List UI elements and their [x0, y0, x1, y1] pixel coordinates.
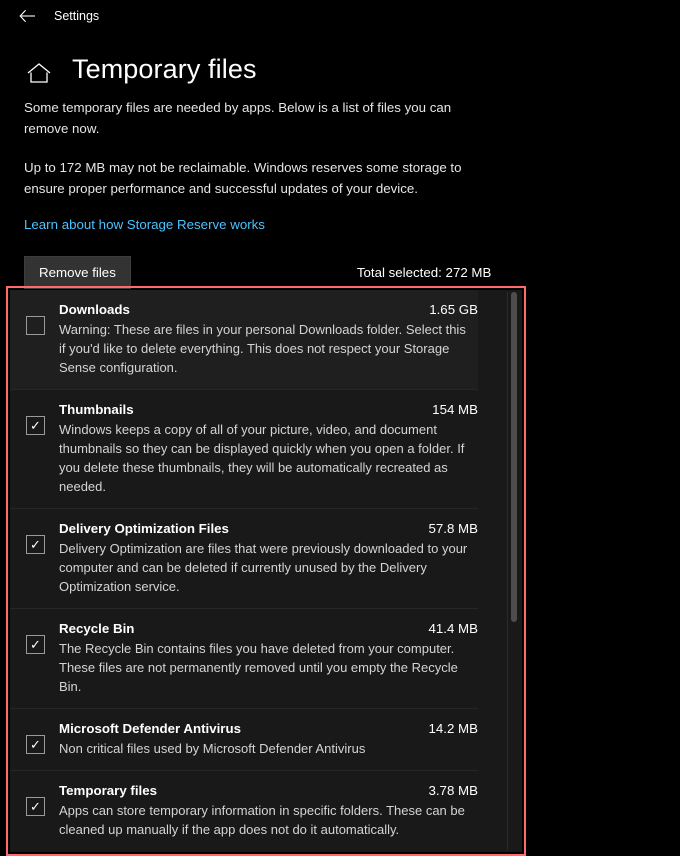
- checkmark-icon: ✓: [30, 636, 41, 652]
- file-category-body: [59, 302, 478, 377]
- file-category-row[interactable]: [10, 390, 478, 509]
- file-category-row[interactable]: [10, 771, 478, 851]
- file-category-checkbox[interactable]: [26, 316, 45, 335]
- file-category-header: [59, 783, 478, 798]
- file-category-name: Temporary files: [59, 783, 158, 798]
- storage-reserve-link[interactable]: Learn about how Storage Reserve works: [24, 217, 265, 232]
- checkmark-icon: ✓: [30, 417, 41, 433]
- total-selected-label: Total selected: 272 MB: [356, 265, 492, 280]
- file-category-name: Microsoft Defender Antivirus: [59, 721, 241, 736]
- file-category-description: Apps can store temporary information in specific folders. These can be cleaned up manually if the app does not do it automatically.: [59, 803, 465, 837]
- file-category-header: [59, 402, 478, 417]
- file-category-header: [59, 302, 478, 317]
- file-category-body: [59, 621, 478, 696]
- file-category-description: Delivery Optimization are files that were previously downloaded to your computer and can be deleted if currently unused by the Delivery Optimization service.: [59, 541, 468, 594]
- back-button[interactable]: [10, 2, 44, 30]
- file-category-size: 41.4 MB: [428, 621, 478, 636]
- file-category-row[interactable]: [10, 509, 478, 609]
- file-category-checkbox[interactable]: [26, 416, 45, 435]
- description-paragraph-2: Up to 172 MB may not be reclaimable. Windows reserves some storage to ensure proper performance and successful updates of your device.: [24, 160, 462, 196]
- file-category-checkbox[interactable]: [26, 635, 45, 654]
- page-header: [24, 54, 656, 85]
- file-category-body: [59, 721, 478, 758]
- temporary-files-list: [10, 290, 522, 852]
- file-category-size: 14.2 MB: [428, 721, 478, 736]
- file-category-description: Non critical files used by Microsoft Defender Antivirus: [59, 741, 366, 756]
- description-paragraph-1: Some temporary files are needed by apps. Below is a list of files you can remove now.: [24, 100, 452, 136]
- checkmark-icon: ✓: [30, 798, 41, 814]
- file-category-description: The Recycle Bin contains files you have deleted from your computer. These files are not permanently removed until you empty the Recycle Bin.: [59, 641, 458, 694]
- file-category-size: 154 MB: [432, 402, 478, 417]
- file-category-checkbox[interactable]: [26, 735, 45, 754]
- file-rows-container: [10, 290, 522, 852]
- file-category-header: [59, 521, 478, 536]
- file-category-header: [59, 621, 478, 636]
- file-category-body: [59, 521, 478, 596]
- file-category-description: Windows keeps a copy of all of your picture, video, and document thumbnails so they can be displayed quickly when you open a folder. If you delete these thumbnails, they will be automatically recreated as needed.: [59, 422, 465, 494]
- file-category-description: Warning: These are files in your personal Downloads folder. Select this if you'd like to delete everything. This does not respect your Storage Sense configuration.: [59, 322, 466, 375]
- checkmark-icon: ✓: [30, 736, 41, 752]
- file-category-row[interactable]: [10, 609, 478, 709]
- home-icon[interactable]: [24, 55, 54, 85]
- temporary-files-list-highlight: [6, 286, 526, 856]
- file-category-header: [59, 721, 478, 736]
- file-category-size: 3.78 MB: [428, 783, 478, 798]
- page-title: Temporary files: [72, 54, 257, 84]
- settings-content: [0, 54, 680, 289]
- checkmark-icon: ✓: [30, 536, 41, 552]
- back-arrow-icon: [19, 9, 36, 23]
- scrollbar-thumb[interactable]: [511, 292, 517, 622]
- list-scrollbar[interactable]: [508, 292, 520, 850]
- file-category-name: Thumbnails: [59, 402, 134, 417]
- file-category-body: [59, 402, 478, 496]
- file-category-size: 1.65 GB: [429, 302, 478, 317]
- window-titlebar: [0, 0, 680, 32]
- file-category-checkbox[interactable]: [26, 535, 45, 554]
- window-title: Settings: [54, 9, 100, 23]
- file-category-row[interactable]: [10, 709, 478, 771]
- file-category-row[interactable]: [10, 290, 478, 390]
- remove-files-button[interactable]: Remove files: [24, 256, 131, 289]
- file-category-name: Recycle Bin: [59, 621, 135, 636]
- file-category-body: [59, 783, 478, 839]
- file-category-size: 57.8 MB: [428, 521, 478, 536]
- file-category-name: Downloads: [59, 302, 130, 317]
- file-category-name: Delivery Optimization Files: [59, 521, 229, 536]
- action-row: [24, 256, 656, 289]
- file-category-checkbox[interactable]: [26, 797, 45, 816]
